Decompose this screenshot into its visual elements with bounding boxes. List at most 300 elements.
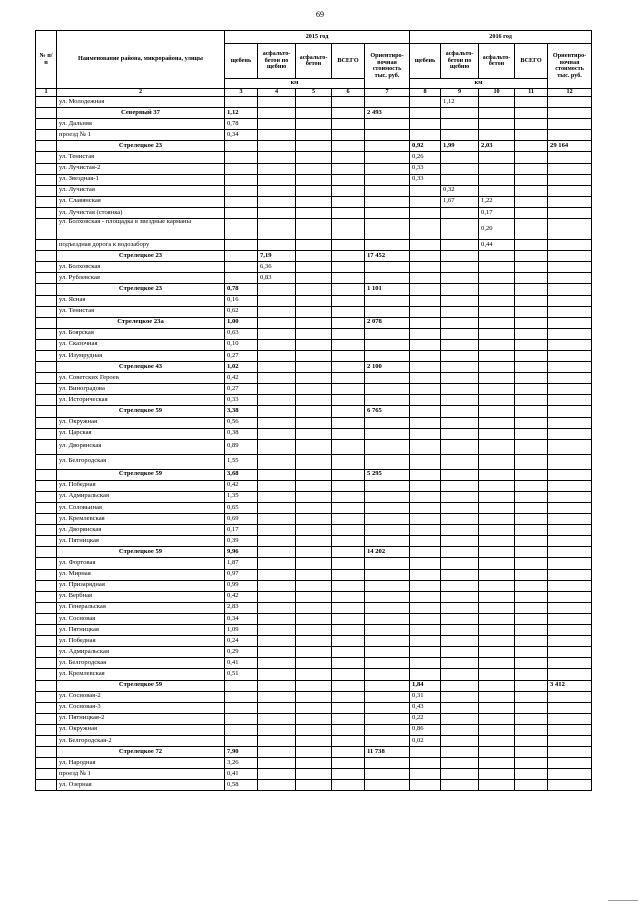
value-cell: [365, 141, 410, 152]
value-cell: [441, 454, 479, 469]
value-cell: [296, 669, 332, 680]
row-number-cell: [36, 251, 57, 262]
value-cell: 0,78: [225, 284, 258, 295]
value-cell: [296, 406, 332, 417]
value-cell: [479, 536, 515, 547]
value-cell: [479, 185, 515, 196]
value-cell: 0,34: [225, 130, 258, 141]
value-cell: [365, 428, 410, 439]
row-number-cell: [36, 406, 57, 417]
value-cell: [332, 141, 365, 152]
value-cell: [332, 373, 365, 384]
value-cell: [365, 395, 410, 406]
value-cell: [332, 702, 365, 713]
table-row: [36, 702, 592, 713]
street-name-cell: ул. Рублевская: [57, 273, 225, 284]
value-cell: [332, 317, 365, 328]
value-cell: [479, 295, 515, 306]
table-row: [36, 647, 592, 658]
value-cell: [479, 395, 515, 406]
table-row: [36, 219, 592, 240]
street-name-cell: ул. Окружная: [57, 724, 225, 735]
value-cell: [515, 97, 548, 108]
value-cell: [441, 384, 479, 395]
street-name-cell: Стрелецкое 43: [57, 362, 225, 373]
value-cell: [365, 306, 410, 317]
value-cell: 0,99: [225, 580, 258, 591]
row-number-cell: [36, 185, 57, 196]
col-number: 7: [365, 89, 410, 97]
value-cell: [296, 163, 332, 174]
row-number-cell: [36, 174, 57, 185]
value-cell: [225, 141, 258, 152]
value-cell: [548, 724, 592, 735]
value-cell: [258, 119, 296, 130]
value-cell: [441, 480, 479, 491]
table-row-subtotal: [36, 317, 592, 328]
value-cell: [515, 196, 548, 207]
value-cell: [515, 713, 548, 724]
value-cell: [548, 362, 592, 373]
value-cell: [332, 536, 365, 547]
value-cell: [548, 373, 592, 384]
value-cell: 0,86: [410, 724, 441, 735]
value-cell: [365, 373, 410, 384]
value-cell: [332, 428, 365, 439]
value-cell: [258, 547, 296, 558]
value-cell: [479, 591, 515, 602]
value-cell: [548, 317, 592, 328]
value-cell: [332, 295, 365, 306]
value-cell: [441, 580, 479, 591]
value-cell: [365, 350, 410, 361]
value-cell: [365, 569, 410, 580]
street-name-cell: Стрелецкое 23а: [57, 317, 225, 328]
value-cell: [258, 569, 296, 580]
value-cell: [548, 262, 592, 273]
value-cell: [479, 613, 515, 624]
value-cell: [410, 108, 441, 119]
value-cell: [410, 417, 441, 428]
value-cell: [548, 219, 592, 240]
value-cell: [515, 702, 548, 713]
street-name-cell: ул. Боярская: [57, 328, 225, 339]
table-row: [36, 152, 592, 163]
value-cell: [296, 295, 332, 306]
value-cell: [410, 130, 441, 141]
value-cell: [332, 152, 365, 163]
value-cell: [332, 417, 365, 428]
value-cell: [365, 384, 410, 395]
value-cell: [332, 350, 365, 361]
value-cell: [515, 613, 548, 624]
value-cell: 0,83: [258, 273, 296, 284]
table-row: [36, 185, 592, 196]
street-name-cell: ул. Звездная-1: [57, 174, 225, 185]
value-cell: [410, 251, 441, 262]
table-row: [36, 428, 592, 439]
street-name-cell: Стрелецкое 59: [57, 547, 225, 558]
value-cell: 0,26: [410, 152, 441, 163]
col-number: 4: [258, 89, 296, 97]
header-2015-asphalt: асфальто-бетон: [296, 44, 332, 79]
value-cell: 6,36: [258, 262, 296, 273]
value-cell: [479, 769, 515, 780]
table-body: [36, 97, 592, 791]
value-cell: [515, 395, 548, 406]
value-cell: 0,41: [225, 658, 258, 669]
value-cell: [515, 469, 548, 480]
value-cell: 1,84: [410, 680, 441, 691]
value-cell: [441, 735, 479, 746]
value-cell: [479, 306, 515, 317]
value-cell: 1,12: [441, 97, 479, 108]
value-cell: [441, 769, 479, 780]
table-row-subtotal: [36, 362, 592, 373]
value-cell: [515, 480, 548, 491]
table-row: [36, 119, 592, 130]
value-cell: [296, 196, 332, 207]
row-number-cell: [36, 362, 57, 373]
value-cell: [258, 130, 296, 141]
value-cell: [296, 174, 332, 185]
col-number: 5: [296, 89, 332, 97]
value-cell: [365, 328, 410, 339]
value-cell: [332, 613, 365, 624]
table-row: [36, 503, 592, 514]
value-cell: [410, 384, 441, 395]
value-cell: [296, 591, 332, 602]
value-cell: [258, 758, 296, 769]
value-cell: [332, 647, 365, 658]
value-cell: [548, 702, 592, 713]
value-cell: [365, 480, 410, 491]
table-row: [36, 769, 592, 780]
col-number: 8: [410, 89, 441, 97]
value-cell: 3 412: [548, 680, 592, 691]
value-cell: [548, 207, 592, 218]
value-cell: [548, 395, 592, 406]
street-name-cell: ул. Изумрудная: [57, 350, 225, 361]
value-cell: [548, 196, 592, 207]
value-cell: [479, 469, 515, 480]
value-cell: [296, 317, 332, 328]
street-name-cell: проезд № 1: [57, 769, 225, 780]
value-cell: [548, 406, 592, 417]
value-cell: [479, 547, 515, 558]
value-cell: [548, 636, 592, 647]
value-cell: [258, 439, 296, 454]
value-cell: [548, 525, 592, 536]
row-number-cell: [36, 580, 57, 591]
value-cell: [441, 240, 479, 251]
value-cell: [410, 469, 441, 480]
value-cell: [332, 691, 365, 702]
value-cell: [332, 724, 365, 735]
value-cell: [332, 439, 365, 454]
value-cell: [258, 152, 296, 163]
row-number-cell: [36, 569, 57, 580]
value-cell: 0,27: [225, 384, 258, 395]
table-row: [36, 558, 592, 569]
value-cell: [365, 514, 410, 525]
value-cell: [441, 758, 479, 769]
value-cell: [332, 480, 365, 491]
table-row: [36, 691, 592, 702]
value-cell: [258, 163, 296, 174]
street-name-cell: Северный 37: [57, 108, 225, 119]
value-cell: 1,55: [225, 454, 258, 469]
value-cell: [225, 219, 258, 240]
value-cell: [441, 558, 479, 569]
value-cell: [441, 514, 479, 525]
value-cell: [296, 97, 332, 108]
value-cell: [479, 384, 515, 395]
table-row-subtotal: [36, 747, 592, 758]
street-name-cell: Стрелецкое 59: [57, 680, 225, 691]
value-cell: [410, 428, 441, 439]
value-cell: [332, 219, 365, 240]
value-cell: 0,51: [225, 669, 258, 680]
col-number: 11: [515, 89, 548, 97]
value-cell: [548, 536, 592, 547]
value-cell: [296, 503, 332, 514]
table-row: [36, 350, 592, 361]
street-name-cell: ул. Болховская - площадка в звездные карманы: [57, 219, 225, 240]
value-cell: [479, 558, 515, 569]
row-number-cell: [36, 454, 57, 469]
value-cell: [258, 625, 296, 636]
table-row: [36, 491, 592, 502]
value-cell: [410, 406, 441, 417]
value-cell: [479, 119, 515, 130]
value-cell: [441, 503, 479, 514]
table-row: [36, 758, 592, 769]
row-number-cell: [36, 317, 57, 328]
street-name-cell: ул. Белгородская-2: [57, 735, 225, 746]
value-cell: [332, 306, 365, 317]
value-cell: [258, 295, 296, 306]
value-cell: [332, 284, 365, 295]
street-name-cell: проезд № 1: [57, 130, 225, 141]
street-name-cell: ул. Кремлевская: [57, 514, 225, 525]
value-cell: [365, 602, 410, 613]
value-cell: [548, 613, 592, 624]
value-cell: [441, 108, 479, 119]
value-cell: [479, 174, 515, 185]
value-cell: [296, 691, 332, 702]
street-name-cell: ул. Фортовая: [57, 558, 225, 569]
value-cell: [441, 262, 479, 273]
value-cell: [479, 724, 515, 735]
value-cell: [441, 625, 479, 636]
value-cell: [479, 780, 515, 791]
value-cell: [296, 240, 332, 251]
value-cell: [332, 454, 365, 469]
row-number-cell: [36, 602, 57, 613]
value-cell: [365, 536, 410, 547]
row-number-cell: [36, 273, 57, 284]
row-number-cell: [36, 547, 57, 558]
value-cell: 1,12: [225, 108, 258, 119]
value-cell: [365, 152, 410, 163]
value-cell: [548, 163, 592, 174]
row-number-cell: [36, 514, 57, 525]
row-number-cell: [36, 384, 57, 395]
value-cell: [410, 262, 441, 273]
value-cell: [332, 339, 365, 350]
value-cell: [258, 384, 296, 395]
value-cell: 0,43: [410, 702, 441, 713]
value-cell: [441, 119, 479, 130]
value-cell: [296, 108, 332, 119]
value-cell: [296, 439, 332, 454]
value-cell: [332, 97, 365, 108]
value-cell: [548, 428, 592, 439]
value-cell: 1,35: [225, 491, 258, 502]
value-cell: [296, 273, 332, 284]
value-cell: [410, 119, 441, 130]
value-cell: [548, 439, 592, 454]
value-cell: 0,32: [441, 185, 479, 196]
col-number: 1: [36, 89, 57, 97]
value-cell: [441, 569, 479, 580]
value-cell: [441, 669, 479, 680]
value-cell: [296, 514, 332, 525]
value-cell: [515, 295, 548, 306]
street-name-cell: ул. Тенистая: [57, 306, 225, 317]
scan-edge-mark: [608, 900, 638, 901]
value-cell: 2,83: [225, 602, 258, 613]
value-cell: [332, 491, 365, 502]
value-cell: 1,09: [225, 625, 258, 636]
value-cell: [515, 439, 548, 454]
value-cell: [441, 362, 479, 373]
header-year-2016: 2016 год: [410, 31, 592, 44]
value-cell: 0,89: [225, 439, 258, 454]
value-cell: [365, 724, 410, 735]
value-cell: 1,00: [225, 317, 258, 328]
value-cell: [296, 758, 332, 769]
value-cell: [515, 691, 548, 702]
value-cell: [365, 503, 410, 514]
table-row: [36, 384, 592, 395]
value-cell: [441, 130, 479, 141]
row-number-cell: [36, 669, 57, 680]
value-cell: 0,62: [225, 306, 258, 317]
value-cell: 0,31: [410, 691, 441, 702]
street-name-cell: ул. Славянская: [57, 196, 225, 207]
value-cell: [515, 362, 548, 373]
value-cell: [548, 417, 592, 428]
value-cell: 14 202: [365, 547, 410, 558]
value-cell: [258, 602, 296, 613]
value-cell: [258, 219, 296, 240]
value-cell: [296, 491, 332, 502]
value-cell: [515, 119, 548, 130]
value-cell: [258, 525, 296, 536]
row-number-cell: [36, 469, 57, 480]
value-cell: [332, 514, 365, 525]
value-cell: [258, 207, 296, 218]
value-cell: [479, 702, 515, 713]
value-cell: [258, 580, 296, 591]
value-cell: [332, 163, 365, 174]
value-cell: [258, 350, 296, 361]
col-number: 12: [548, 89, 592, 97]
value-cell: [548, 152, 592, 163]
value-cell: [365, 196, 410, 207]
value-cell: [441, 428, 479, 439]
value-cell: [479, 514, 515, 525]
row-number-cell: [36, 713, 57, 724]
value-cell: [515, 769, 548, 780]
value-cell: 2 493: [365, 108, 410, 119]
street-name-cell: ул. Белгородская: [57, 658, 225, 669]
table-row: [36, 196, 592, 207]
value-cell: [410, 747, 441, 758]
value-cell: [515, 373, 548, 384]
value-cell: [515, 580, 548, 591]
value-cell: [296, 469, 332, 480]
table-row: [36, 328, 592, 339]
value-cell: [515, 658, 548, 669]
street-name-cell: подъездная дорога к водозабору: [57, 240, 225, 251]
table-row: [36, 669, 592, 680]
value-cell: [258, 373, 296, 384]
header-name: Наименование района, микрорайона, улицы: [57, 31, 225, 89]
value-cell: [441, 691, 479, 702]
row-number-cell: [36, 702, 57, 713]
value-cell: [332, 758, 365, 769]
value-cell: 2,03: [479, 141, 515, 152]
street-name-cell: ул. Озерная: [57, 780, 225, 791]
value-cell: [479, 658, 515, 669]
value-cell: [332, 713, 365, 724]
value-cell: [548, 503, 592, 514]
value-cell: [296, 713, 332, 724]
value-cell: [365, 119, 410, 130]
value-cell: [332, 591, 365, 602]
value-cell: [515, 240, 548, 251]
value-cell: 0,58: [225, 780, 258, 791]
col-number: 6: [332, 89, 365, 97]
value-cell: [258, 636, 296, 647]
value-cell: [296, 373, 332, 384]
value-cell: [548, 119, 592, 130]
table-row: [36, 591, 592, 602]
value-cell: [548, 625, 592, 636]
value-cell: [548, 251, 592, 262]
value-cell: [258, 428, 296, 439]
row-number-cell: [36, 295, 57, 306]
value-cell: [296, 130, 332, 141]
value-cell: [410, 395, 441, 406]
street-name-cell: ул. Пятницкая: [57, 536, 225, 547]
value-cell: 0,34: [225, 613, 258, 624]
value-cell: [296, 613, 332, 624]
value-cell: [548, 758, 592, 769]
value-cell: [515, 636, 548, 647]
value-cell: [441, 163, 479, 174]
value-cell: 3,38: [225, 406, 258, 417]
value-cell: [296, 480, 332, 491]
value-cell: [410, 284, 441, 295]
street-name-cell: ул. Сказочная: [57, 339, 225, 350]
value-cell: [365, 636, 410, 647]
value-cell: [258, 240, 296, 251]
value-cell: [365, 97, 410, 108]
